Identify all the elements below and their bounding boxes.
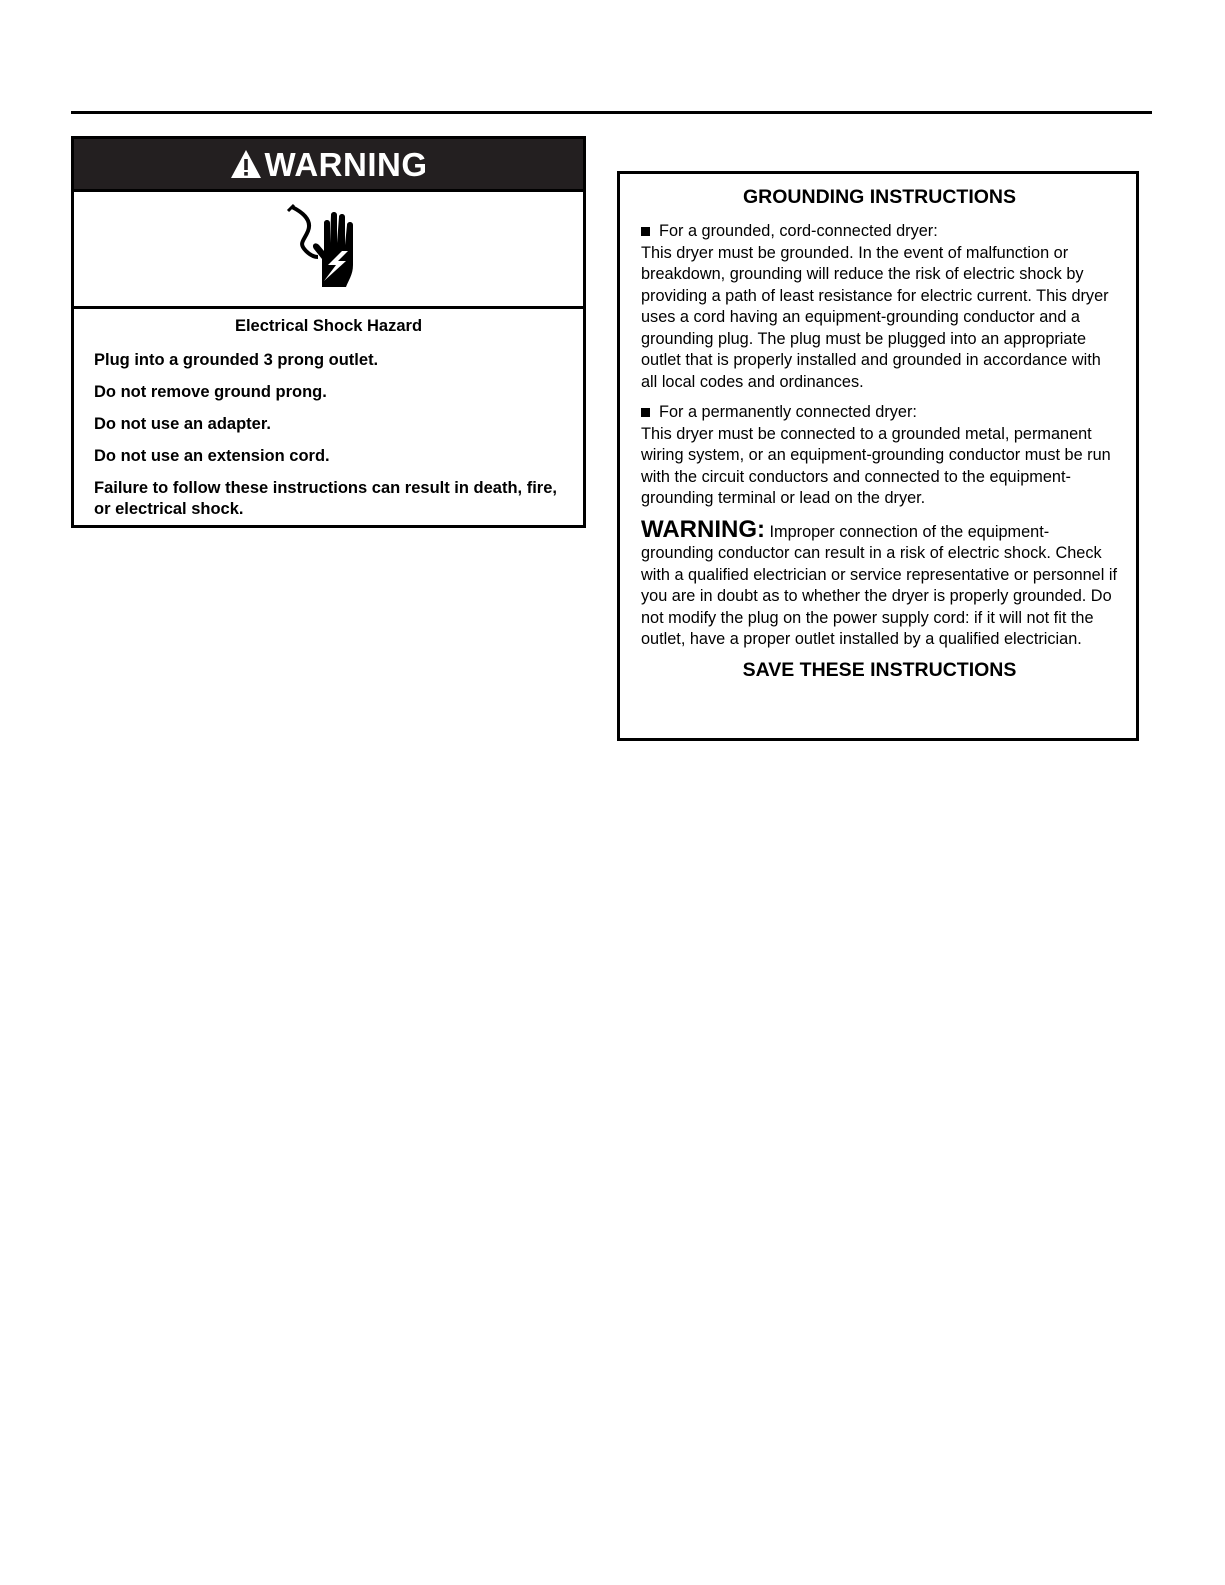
- square-bullet-icon: [641, 408, 650, 417]
- paragraph: This dryer must be connected to a grounded metal, permanent wiring system, or an equipment-grounding conductor must be run with the circuit conductors and connected to the equipment-grounding terminal or lead on the dryer.: [641, 424, 1111, 507]
- electrical-shock-hand-icon: [284, 199, 374, 299]
- warning-line: Do not remove ground prong.: [94, 383, 327, 401]
- grounding-instructions-box: [617, 171, 1139, 741]
- symbol-area: [74, 192, 583, 309]
- warning-line: Do not use an adapter.: [94, 415, 271, 433]
- top-rule: [71, 111, 1152, 114]
- hazard-title: Electrical Shock Hazard: [234, 317, 423, 335]
- warning-line: Failure to follow these instructions can result in death, fire, or electrical shock.: [94, 479, 557, 518]
- bullet-item: [641, 221, 1118, 243]
- square-bullet-icon: [641, 227, 650, 236]
- warning-title: WARNING: [264, 145, 428, 183]
- warning-header: [74, 139, 583, 192]
- warning-label: WARNING:: [641, 515, 765, 543]
- warning-line: Do not use an extension cord.: [94, 447, 330, 465]
- warning-text: Improper connection of the equipment-grounding conductor can result in a risk of electric shock. Check with a qualified electrician or service representative or personnel if you are in doubt as to whether the dryer is properly grounded. Do not modify the plug on the power supply cord: if it will not fit the outlet, have a proper outlet installed by a qualified electrician.: [641, 522, 1118, 648]
- warning-line: Plug into a grounded 3 prong outlet.: [94, 351, 379, 369]
- save-instructions-title: SAVE THESE INSTRUCTIONS: [742, 658, 1017, 681]
- paragraph: This dryer must be grounded. In the event of malfunction or breakdown, grounding will reduce the risk of electric shock by providing a path of least resistance for electric current. This dryer uses a cord having an equipment-grounding conductor and a grounding plug. The plug must be plugged into an appropriate outlet that is properly installed and grounded in accordance with all local codes and ordinances.: [641, 243, 1109, 391]
- warning-box: [71, 136, 586, 528]
- bullet-text: For a permanently connected dryer:: [659, 403, 917, 421]
- warning-body: [74, 309, 583, 520]
- bullet-item: [641, 402, 1118, 424]
- warning-triangle-icon: [230, 149, 262, 179]
- bullet-text: For a grounded, cord-connected dryer:: [659, 222, 938, 240]
- warning-paragraph: [641, 515, 1118, 651]
- grounding-title: GROUNDING INSTRUCTIONS: [743, 186, 1016, 208]
